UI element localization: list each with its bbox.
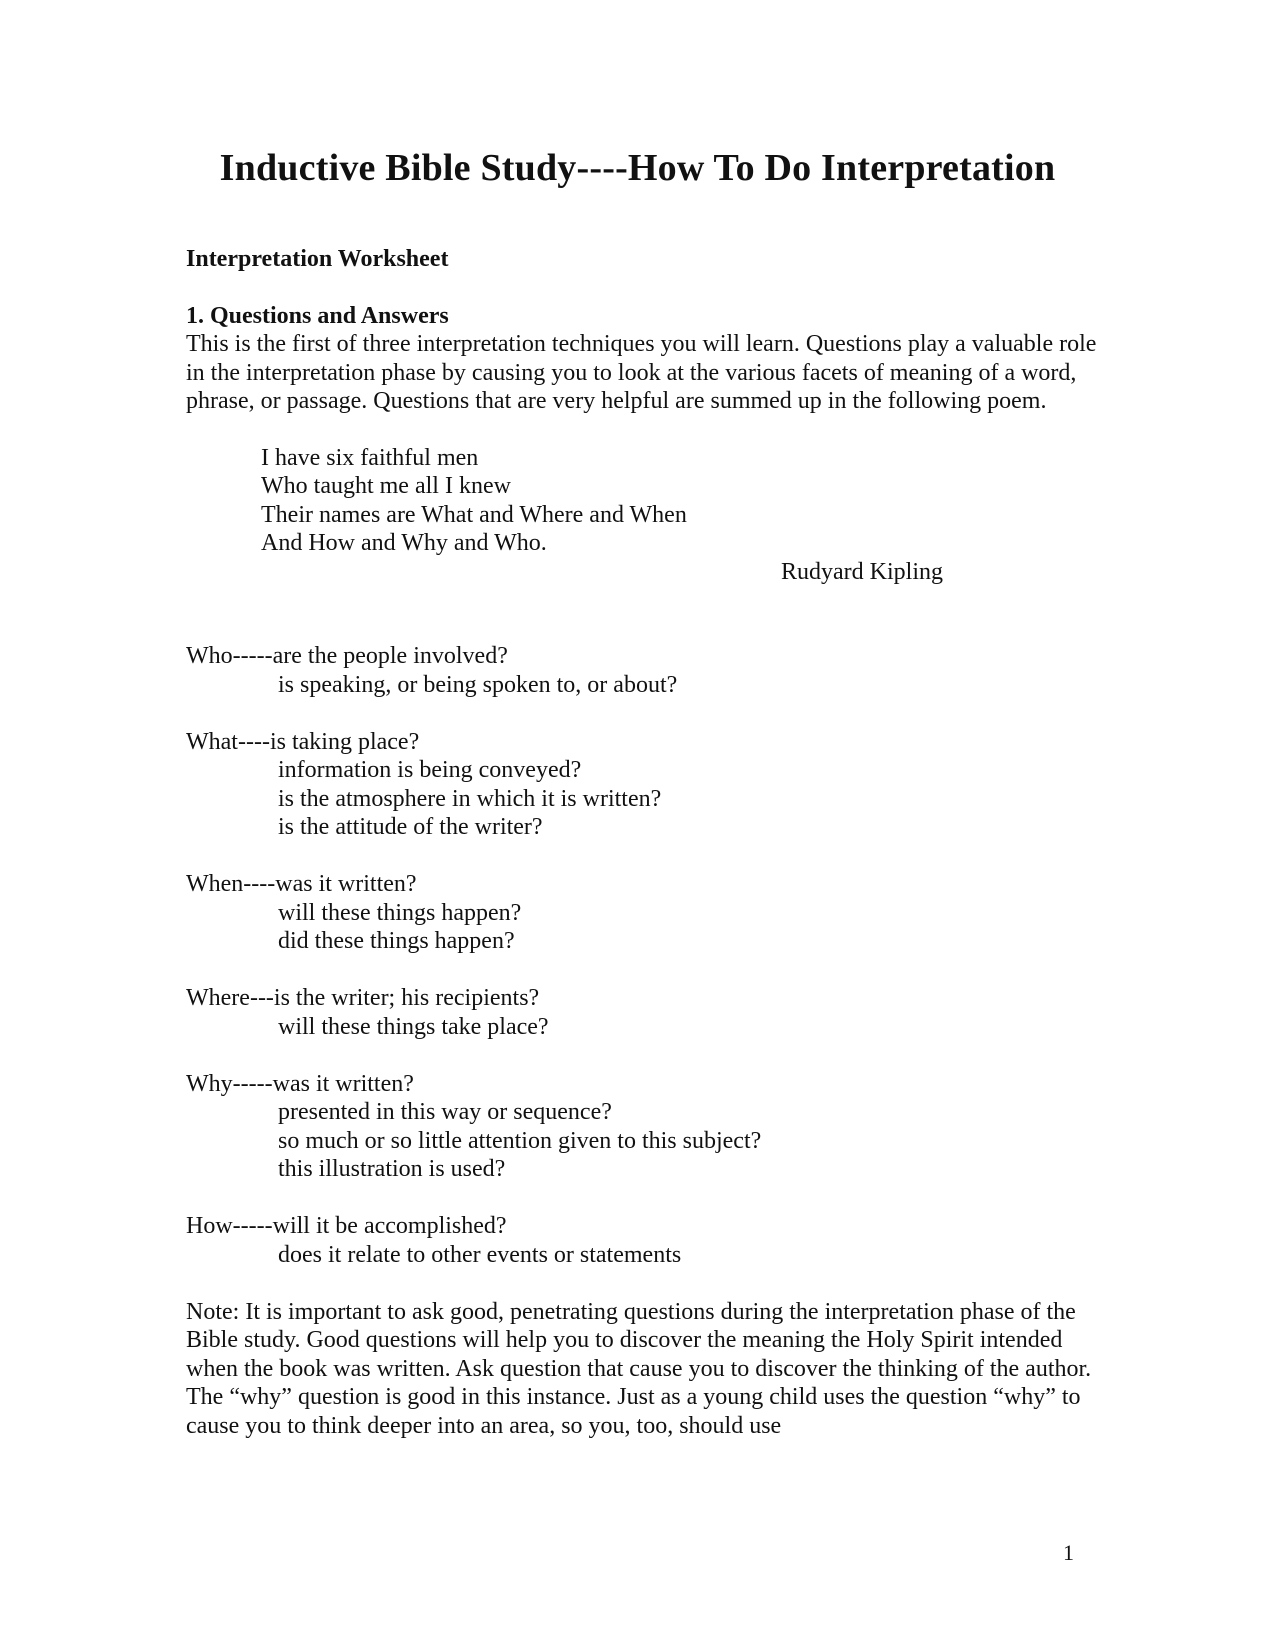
- question-lead: Who-----are the people involved?: [186, 643, 508, 669]
- question-lead: What----is taking place?: [186, 728, 420, 755]
- question-sub: will these things happen?: [278, 899, 522, 926]
- question-lead: Where---is the writer; his recipients?: [186, 985, 540, 1011]
- question-sub: is the atmosphere in which it is written?: [278, 785, 662, 812]
- poem-line: Their names are What and Where and When: [261, 501, 687, 528]
- section-heading: 1. Questions and Answers: [186, 302, 449, 329]
- question-sub: presented in this way or sequence?: [278, 1099, 612, 1125]
- poem-line: And How and Why and Who.: [261, 530, 547, 556]
- question-group-when: [186, 870, 1106, 956]
- question-sub: is the attitude of the writer?: [278, 814, 543, 840]
- poem-attribution: Rudyard Kipling: [781, 558, 943, 585]
- question-sub: will these things take place?: [278, 1013, 549, 1040]
- question-lead: Why-----was it written?: [186, 1070, 414, 1097]
- question-sub: this illustration is used?: [278, 1156, 506, 1182]
- question-group-how: [186, 1212, 1106, 1269]
- question-group-who: [186, 642, 1106, 699]
- question-list: [186, 642, 1106, 1269]
- page-number: 1: [1063, 1540, 1074, 1565]
- document-body: [186, 245, 1106, 1440]
- question-group-why: [186, 1070, 1106, 1184]
- question-lead: How-----will it be accomplished?: [186, 1213, 507, 1239]
- question-sub: is speaking, or being spoken to, or about?: [278, 671, 678, 698]
- question-lead: When----was it written?: [186, 871, 417, 897]
- poem-line: I have six faithful men: [261, 444, 479, 471]
- section-intro-paragraph: This is the first of three interpretation techniques you will learn. Questions play a valuable role in the interpretation phase by causing you to look at the various facets of meaning of a word, phrase, or passage. Questions that are very helpful are summed up in the following poem.: [186, 331, 1097, 414]
- poem: [261, 444, 1106, 587]
- question-sub: does it relate to other events or statements: [278, 1241, 682, 1268]
- question-group-where: [186, 984, 1106, 1041]
- question-sub: so much or so little attention given to this subject?: [278, 1127, 762, 1154]
- question-group-what: [186, 728, 1106, 842]
- document-title: Inductive Bible Study----How To Do Interpretation: [219, 147, 1056, 189]
- question-sub: did these things happen?: [278, 928, 515, 954]
- note-paragraph: Note: It is important to ask good, penetrating questions during the interpretation phase of the Bible study. Good questions will help you to discover the meaning the Holy Spirit intended when the book was written. Ask question that cause you to discover the thinking of the author. The “why” question is good in this instance. Just as a young child uses the question “why” to cause you to think deeper into an area, so you, too, should use: [186, 1298, 1092, 1439]
- worksheet-heading: Interpretation Worksheet: [186, 246, 449, 272]
- poem-line: Who taught me all I knew: [261, 473, 511, 499]
- question-sub: information is being conveyed?: [278, 757, 582, 783]
